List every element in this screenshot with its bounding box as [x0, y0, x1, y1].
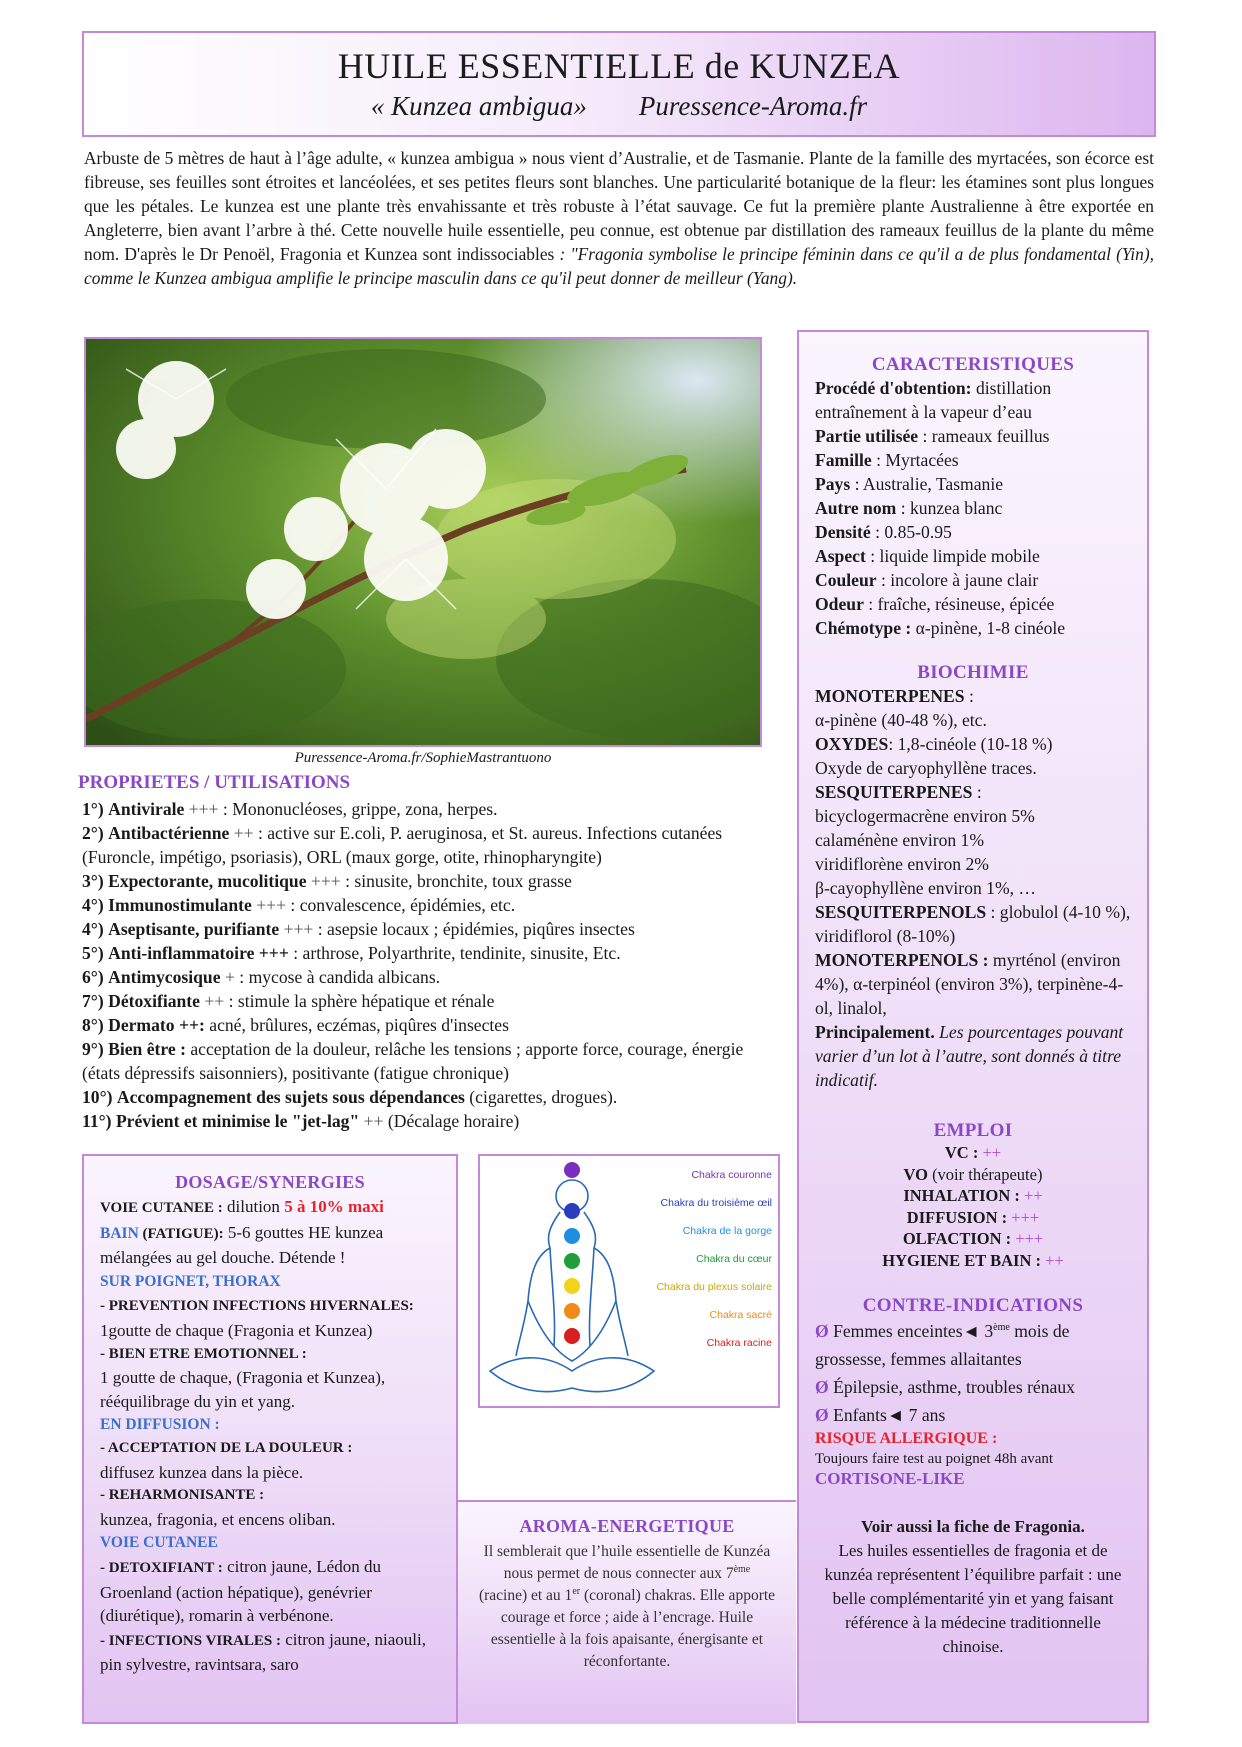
characteristics-column [797, 330, 1149, 1723]
subtitle [84, 91, 1154, 122]
propriete-item: 2°) Antibactérienne ++ : active sur E.coli, P. aeruginosa, et St. aureus. Infections cutanées (Furoncle, impétigo, psoriasis), ORL (maux gorge, otite, rhinopharyngite) [82, 823, 723, 867]
caracteristique-row: Couleur : incolore à jaune clair [815, 570, 1039, 590]
chakra-label: Chakra de la gorge [682, 1225, 772, 1237]
contre-indications-title: CONTRE-INDICATIONS [862, 1295, 1084, 1316]
chakra-label: Chakra du cœur [696, 1253, 772, 1265]
propriete-item: 8°) Dermato ++: acné, brûlures, eczémas, piqûres d'insectes [82, 1015, 509, 1035]
intro-paragraph [84, 146, 1154, 290]
chakra-dot [564, 1253, 580, 1269]
chakra-label: Chakra du plexus solaire [656, 1281, 772, 1293]
caracteristique-row: Autre nom : kunzea blanc [815, 498, 1003, 518]
caracteristique-row: Aspect : liquide limpide mobile [815, 546, 1040, 566]
chakra-dot [564, 1278, 580, 1294]
chakra-label: Chakra racine [706, 1337, 772, 1349]
biochimie-content: MONOTERPENES : α-pinène (40-48 %), etc. OXYDES: 1,8-cinéole (10-18 %) Oxyde de caryophyllène traces. SESQUITERPENES : bicyclogermacrène environ 5% calaménène environ 1% viridiflorène environ 2% β-cayophyllène environ 1%, … SESQUITERPENOLS : globulol (4-10 %), viridiflorol (8-10%) MONOTERPENOLS : myrténol (environ 4%), α-terpinéol (environ 3%), terpinène-4-ol, linalol, Principalement. Les pourcentages pouvant varier d’un lot à l’autre, sont donnés à titre indicatif. [815, 686, 1131, 1090]
caracteristiques-list [799, 376, 1147, 640]
risque-allergique: RISQUE ALLERGIQUE : Toujours faire test au poignet 48h avant CORTISONE-LIKE [799, 1429, 1147, 1489]
aroma-energetique-box [458, 1500, 796, 1724]
chakra-diagram [480, 1156, 778, 1406]
chakra-dot [564, 1303, 580, 1319]
aroma-title: AROMA-ENERGETIQUE [519, 1516, 735, 1536]
chakra-dot [564, 1228, 580, 1244]
title-box [82, 31, 1156, 137]
dosage-box [82, 1154, 458, 1724]
chakra-dot [564, 1203, 580, 1219]
propriete-item: 4°) Immunostimulante +++ : convalescence, épidémies, etc. [82, 895, 516, 915]
chakra-label: Chakra du troisième œil [660, 1197, 772, 1209]
caracteristique-row: Partie utilisée : rameaux feuillus [815, 426, 1050, 446]
emploi-title: EMPLOI [933, 1120, 1013, 1141]
biochimie-title: BIOCHIMIE [917, 662, 1029, 683]
chakra-label: Chakra couronne [691, 1169, 772, 1181]
voir-aussi: Voir aussi la fiche de Fragonia. Les huiles essentielles de fragonia et de kunzéa représentent l’équilibre parfait : une belle complémentarité yin et yang faisant référence à la médecine traditionnelle chinoise. [824, 1517, 1122, 1656]
emploi-list: VC : ++ VO (voir thérapeute) INHALATION : ++ DIFFUSION : +++ OLFACTION : +++ HYGIENE ET BAIN : ++ [882, 1143, 1064, 1270]
intro-text: Arbuste de 5 mètres de haut à l’âge adulte, « kunzea ambigua » nous vient d’Australie, et de Tasmanie. Plante de la famille des myrtacées, son écorce est fibreuse, ses feuilles sont étroites et lancéolées, et ses petites fleurs sont blanches. Une particularité botanique de la fleur: les étamines sont plus longues que les pétales. Le kunzea est une plante très envahissante et très robuste à l’état sauvage. Ce fut la première plante Australienne à être exportée en Angleterre, bien avant l’arbre à thé. Cette nouvelle huile essentielle, peu connue, est obtenue par distillation des rameaux feuillus de la plante du même nom. D'après le Dr Penoël, Fragonia et Kunzea sont indissociables [84, 148, 1154, 264]
propriete-item: 1°) Antivirale +++ : Mononucléoses, grippe, zona, herpes. [82, 799, 498, 819]
propriete-item: 11°) Prévient et minimise le "jet-lag" ++ (Décalage horaire) [82, 1111, 520, 1131]
kunzea-photo [84, 337, 762, 747]
chakra-labels [656, 1169, 772, 1349]
site-name: Puressence-Aroma.fr [638, 91, 868, 121]
cortisone-like: CORTISONE-LIKE [815, 1469, 965, 1488]
page-title: HUILE ESSENTIELLE de KUNZEA [337, 46, 901, 86]
propriete-item: 7°) Détoxifiante ++ : stimule la sphère hépatique et rénale [82, 991, 495, 1011]
caracteristique-row: Pays : Australie, Tasmanie [815, 474, 1004, 494]
proprietes-title: PROPRIETES / UTILISATIONS [78, 772, 351, 793]
aroma-text: Il semblerait que l’huile essentielle de Kunzéa nous permet de nous connecter aux 7ème (racine) et au 1er (coronal) chakras. Elle apporte courage et force ; aide à l’encrage. Huile essentielle à la fois apaisante, énergisante et réconfortante. [478, 1543, 776, 1670]
caracteristique-row: Famille : Myrtacées [815, 450, 959, 470]
chakra-figure [478, 1154, 780, 1408]
propriete-item: 9°) Bien être : acceptation de la douleur, relâche les tensions ; apporte force, courage, énergie (états dépressifs saisonniers), positivante (fatigue chronique) [82, 1039, 744, 1083]
chakra-dots [564, 1162, 580, 1344]
caracteristique-row: Densité : 0.85-0.95 [815, 522, 952, 542]
proprietes-list [82, 797, 782, 1133]
latin-name: « Kunzea ambigua» [370, 91, 587, 121]
chakra-label: Chakra sacré [709, 1309, 772, 1321]
intro-quote: : "Fragonia symbolise le principe féminin dans ce qu'il a de plus fondamental (Yin), comme le Kunzea ambigua amplifie le principe masculin dans ce qu'il peut donner de meilleur (Yang). [84, 244, 1154, 288]
propriete-item: 4°) Aseptisante, purifiante +++ : asepsie locaux ; épidémies, piqûres insectes [82, 919, 635, 939]
dosage-content: VOIE CUTANEE : dilution 5 à 10% maxi BAIN (FATIGUE): 5-6 gouttes HE kunzea mélangées au gel douche. Détende ! SUR POIGNET, THORAX - PREVENTION INFECTIONS HIVERNALES: 1goutte de chaque (Fragonia et Kunzea) - BIEN ETRE EMOTIONNEL : 1 goutte de chaque, (Fragonia et Kunzea), rééquilibrage du yin et yang. EN DIFFUSION : - ACCEPTATION DE LA DOULEUR : diffusez kunzea dans la pièce. - REHARMONISANTE : kunzea, fragonia, et encens oliban. VOIE CUTANEE - DETOXIFIANT : citron jaune, Lédon du Groenland (action hépatique), genévrier (diurétique), romarin à verbénone. - INFECTIONS VIRALES : citron jaune, niaouli, pin sylvestre, ravintsara, saro [100, 1197, 426, 1675]
propriete-item: 3°) Expectorante, mucolitique +++ : sinusite, bronchite, toux grasse [82, 871, 572, 891]
propriete-item: 6°) Antimycosique + : mycose à candida albicans. [82, 967, 441, 987]
caracteristique-row: Chémotype : α-pinène, 1-8 cinéole [815, 618, 1066, 638]
chakra-dot [564, 1328, 580, 1344]
contre-indications-list: Ø Femmes enceintes◄ 3ème mois de grossesse, femmes allaitantes Ø Épilepsie, asthme, troubles rénaux Ø Enfants◄ 7 ans [815, 1321, 1075, 1425]
kunzea-flower-image [86, 339, 762, 747]
dosage-title: DOSAGE/SYNERGIES [175, 1172, 365, 1192]
caracteristique-row: Odeur : fraîche, résineuse, épicée [815, 594, 1055, 614]
propriete-item: 5°) Anti-inflammatoire +++ : arthrose, Polyarthrite, tendinite, sinusite, Etc. [82, 943, 621, 963]
caracteristique-row: Procédé d'obtention: distillation entraînement à la vapeur d’eau [815, 378, 1052, 422]
photo-caption: Puressence-Aroma.fr/SophieMastrantuono [294, 750, 552, 766]
propriete-item: 10°) Accompagnement des sujets sous dépendances (cigarettes, drogues). [82, 1087, 618, 1107]
chakra-dot [564, 1162, 580, 1178]
caracteristiques-title: CARACTERISTIQUES [871, 354, 1075, 375]
